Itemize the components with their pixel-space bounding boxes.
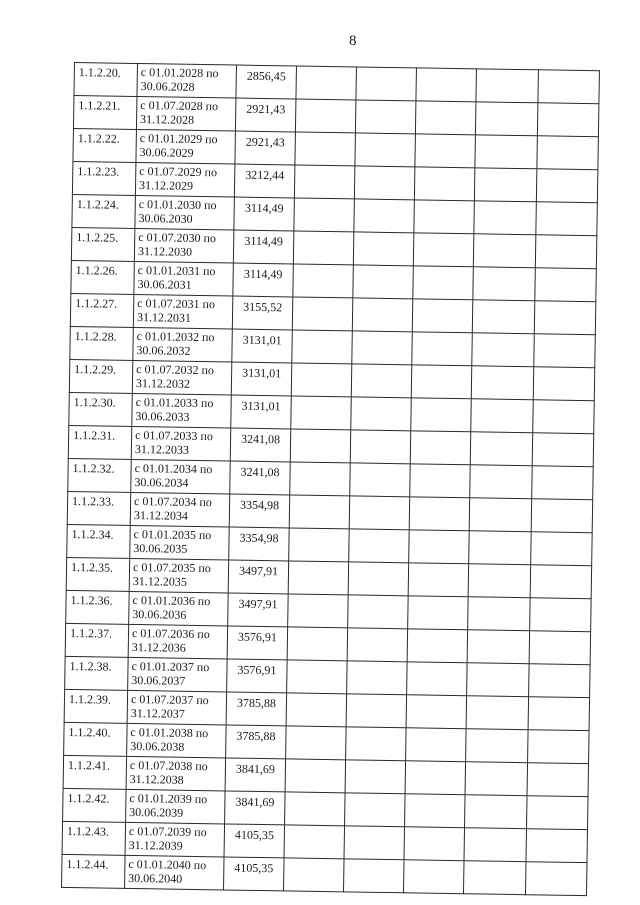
empty-cell <box>293 264 354 298</box>
empty-cell <box>412 299 473 333</box>
empty-cell <box>284 825 345 859</box>
empty-cell <box>529 664 591 698</box>
period-line-2: 31.12.2035 <box>132 573 187 589</box>
empty-cell <box>534 334 596 368</box>
empty-cell <box>407 662 468 696</box>
tariff-table-container <box>61 62 599 896</box>
empty-cell <box>534 301 596 335</box>
empty-cell <box>349 496 410 530</box>
tariff-value-cell: 3241,08 <box>230 428 291 462</box>
tariff-value-cell: 3576,91 <box>227 659 288 693</box>
empty-cell <box>355 100 416 134</box>
empty-cell <box>410 464 471 498</box>
tariff-value-cell: 2856,45 <box>236 65 297 99</box>
empty-cell <box>411 398 472 432</box>
empty-cell <box>473 234 536 268</box>
empty-cell <box>343 859 404 893</box>
empty-cell <box>470 432 533 466</box>
period-cell <box>137 63 237 98</box>
tariff-value-cell: 3241,08 <box>230 461 291 495</box>
empty-cell <box>529 631 591 665</box>
empty-cell <box>348 595 409 629</box>
empty-cell <box>404 827 465 861</box>
period-cell <box>127 723 227 758</box>
period-line-2: 31.12.2031 <box>136 310 192 325</box>
tariff-value-cell: 4105,35 <box>224 824 285 858</box>
empty-cell <box>296 66 357 100</box>
row-number-cell: 1.1.2.42. <box>63 788 127 822</box>
empty-cell <box>292 330 353 364</box>
period-cell <box>133 327 233 362</box>
table-row <box>62 854 587 895</box>
empty-cell <box>353 232 414 266</box>
period-line-1: с 01.07.2037 по <box>130 691 209 708</box>
period-line-1: с 01.07.2033 по <box>135 428 213 444</box>
table-body <box>62 63 600 896</box>
row-number-cell: 1.1.2.33. <box>67 491 131 525</box>
period-line-1: с 01.01.2038 по <box>130 724 209 741</box>
period-line-2: 30.06.2040 <box>128 870 183 886</box>
empty-cell <box>531 532 593 566</box>
period-cell <box>135 195 235 230</box>
period-line-2: 30.06.2030 <box>138 211 193 226</box>
period-line-1: с 01.07.2030 по <box>138 230 217 246</box>
row-number-cell: 1.1.2.30. <box>69 392 133 426</box>
empty-cell <box>346 694 407 728</box>
empty-cell <box>409 530 470 564</box>
empty-cell <box>465 795 528 829</box>
empty-cell <box>469 498 532 532</box>
period-line-1: с 01.01.2035 по <box>133 526 212 543</box>
empty-cell <box>347 628 408 662</box>
tariff-value-cell: 3131,01 <box>232 329 293 363</box>
tariff-value-cell: 3576,91 <box>227 626 288 660</box>
row-number-cell: 1.1.2.23. <box>72 161 136 195</box>
period-line-2: 30.06.2037 <box>131 672 186 688</box>
period-cell <box>134 261 234 296</box>
period-line-1: с 01.07.2032 по <box>136 362 215 378</box>
empty-cell <box>346 727 407 761</box>
period-line-1: с 01.01.2034 по <box>134 461 213 477</box>
empty-cell <box>290 429 351 463</box>
period-line-2: 31.12.2034 <box>133 507 188 523</box>
empty-cell <box>409 497 470 531</box>
period-cell <box>133 294 233 329</box>
period-line-1: с 01.07.2039 по <box>128 823 207 840</box>
empty-cell <box>468 597 531 631</box>
empty-cell <box>536 169 598 203</box>
empty-cell <box>475 135 538 169</box>
empty-cell <box>410 431 471 465</box>
tariff-value-cell: 3497,91 <box>228 560 289 594</box>
empty-cell <box>538 70 600 104</box>
empty-cell <box>471 366 534 400</box>
empty-cell <box>295 99 356 133</box>
tariff-value-cell: 3841,69 <box>225 791 286 825</box>
period-line-2: 30.06.2033 <box>135 409 190 424</box>
empty-cell <box>414 167 475 201</box>
empty-cell <box>352 298 413 332</box>
empty-cell <box>414 200 475 234</box>
empty-cell <box>406 695 467 729</box>
empty-cell <box>287 627 348 661</box>
tariff-value-cell: 2921,43 <box>235 98 296 132</box>
empty-cell <box>290 462 351 496</box>
row-number-cell: 1.1.2.31. <box>68 425 132 459</box>
period-line-2: 31.12.2033 <box>134 442 190 457</box>
tariff-value-cell: 3841,69 <box>225 758 286 792</box>
period-cell <box>130 525 230 560</box>
tariff-value-cell: 3785,88 <box>226 692 287 726</box>
empty-cell <box>344 826 405 860</box>
period-line-2: 30.06.2032 <box>136 343 191 358</box>
empty-cell <box>526 829 588 863</box>
row-number-cell: 1.1.2.27. <box>70 293 134 327</box>
empty-cell <box>467 630 530 664</box>
empty-cell <box>535 235 597 269</box>
empty-cell <box>413 233 474 267</box>
empty-cell <box>351 364 412 398</box>
period-cell <box>126 756 226 791</box>
tariff-value-cell: 3131,01 <box>231 395 292 429</box>
row-number-cell: 1.1.2.40. <box>64 722 128 756</box>
empty-cell <box>474 201 537 235</box>
empty-cell <box>465 762 528 796</box>
period-line-2: 31.12.2029 <box>138 178 194 193</box>
empty-cell <box>355 133 416 167</box>
empty-cell <box>294 198 355 232</box>
empty-cell <box>292 297 353 331</box>
period-line-2: 31.12.2032 <box>135 376 191 391</box>
period-line-2: 30.06.2039 <box>129 804 184 820</box>
period-line-1: с 01.07.2028 по <box>140 98 219 114</box>
period-cell <box>127 690 227 725</box>
period-line-2: 30.06.2029 <box>139 145 194 160</box>
empty-cell <box>530 598 592 632</box>
empty-cell <box>472 300 535 334</box>
period-line-1: с 01.01.2032 по <box>136 329 215 345</box>
empty-cell <box>466 729 529 763</box>
empty-cell <box>533 367 595 401</box>
empty-cell <box>291 396 352 430</box>
empty-cell <box>347 661 408 695</box>
period-cell <box>125 822 225 857</box>
empty-cell <box>528 730 590 764</box>
empty-cell <box>474 168 537 202</box>
tariff-value-cell: 3354,98 <box>229 527 290 561</box>
tariff-value-cell: 2921,43 <box>235 131 296 165</box>
page-number: 8 <box>349 33 357 49</box>
empty-cell <box>350 430 411 464</box>
period-line-2: 30.06.2038 <box>130 738 185 754</box>
empty-cell <box>471 399 534 433</box>
empty-cell <box>525 862 587 896</box>
period-line-2: 30.06.2036 <box>132 606 187 622</box>
empty-cell <box>470 465 533 499</box>
empty-cell <box>294 165 355 199</box>
empty-cell <box>285 792 346 826</box>
row-number-cell: 1.1.2.37. <box>65 623 129 657</box>
empty-cell <box>531 499 593 533</box>
empty-cell <box>408 563 469 597</box>
empty-cell <box>289 528 350 562</box>
tariff-value-cell: 3497,91 <box>228 593 289 627</box>
period-line-1: с 01.01.2029 по <box>139 131 218 147</box>
tariff-value-cell: 3114,49 <box>233 263 294 297</box>
period-line-2: 31.12.2030 <box>137 244 193 259</box>
period-cell <box>132 360 232 395</box>
period-line-1: с 01.07.2031 по <box>137 296 216 312</box>
tariff-value-cell: 3354,98 <box>229 494 290 528</box>
period-cell <box>125 855 225 890</box>
row-number-cell: 1.1.2.29. <box>69 359 133 393</box>
row-number-cell: 1.1.2.41. <box>63 755 127 789</box>
period-line-1: с 01.01.2036 по <box>132 592 211 609</box>
empty-cell <box>415 134 476 168</box>
empty-cell <box>472 333 535 367</box>
empty-cell <box>345 760 406 794</box>
row-number-cell: 1.1.2.34. <box>67 524 131 558</box>
period-line-1: с 01.01.2033 по <box>135 395 214 411</box>
empty-cell <box>463 861 526 895</box>
empty-cell <box>416 68 477 102</box>
period-cell <box>136 129 236 164</box>
period-line-2: 31.12.2036 <box>131 639 186 655</box>
empty-cell <box>469 531 532 565</box>
empty-cell <box>466 696 529 730</box>
empty-cell <box>288 594 349 628</box>
empty-cell <box>405 761 466 795</box>
empty-cell <box>532 466 594 500</box>
row-number-cell: 1.1.2.36. <box>66 590 130 624</box>
period-cell <box>131 426 231 461</box>
period-cell <box>136 96 236 131</box>
empty-cell <box>468 564 531 598</box>
tariff-value-cell: 3114,49 <box>233 230 294 264</box>
period-line-1: с 01.01.2039 по <box>129 790 208 807</box>
row-number-cell: 1.1.2.35. <box>66 557 130 591</box>
empty-cell <box>291 363 352 397</box>
row-number-cell: 1.1.2.44. <box>62 854 126 888</box>
empty-cell <box>475 102 538 136</box>
period-line-2: 31.12.2028 <box>140 112 195 127</box>
empty-cell <box>348 562 409 596</box>
period-line-1: с 01.01.2037 по <box>131 658 210 675</box>
row-number-cell: 1.1.2.22. <box>73 128 137 162</box>
empty-cell <box>415 101 476 135</box>
empty-cell <box>464 828 527 862</box>
empty-cell <box>351 397 412 431</box>
tariff-table <box>61 62 600 896</box>
period-line-1: с 01.01.2040 по <box>128 856 207 873</box>
empty-cell <box>527 763 589 797</box>
empty-cell <box>527 796 589 830</box>
period-line-1: с 01.01.2030 по <box>138 197 217 213</box>
period-line-2: 31.12.2038 <box>129 771 184 787</box>
empty-cell <box>411 365 472 399</box>
empty-cell <box>289 495 350 529</box>
empty-cell <box>537 136 599 170</box>
row-number-cell: 1.1.2.32. <box>68 458 132 492</box>
empty-cell <box>287 660 348 694</box>
period-cell <box>128 624 228 659</box>
empty-cell <box>476 69 539 103</box>
empty-cell <box>345 793 406 827</box>
period-line-1: с 01.01.2028 по <box>140 65 219 81</box>
empty-cell <box>295 132 356 166</box>
tariff-value-cell: 3131,01 <box>231 362 292 396</box>
empty-cell <box>533 400 595 434</box>
row-number-cell: 1.1.2.39. <box>64 689 128 723</box>
period-line-1: с 01.07.2034 по <box>134 493 212 510</box>
empty-cell <box>353 265 414 299</box>
period-line-2: 30.06.2031 <box>137 277 192 292</box>
empty-cell <box>403 860 464 894</box>
period-cell <box>129 591 229 626</box>
empty-cell <box>293 231 354 265</box>
row-number-cell: 1.1.2.43. <box>62 821 126 855</box>
empty-cell <box>286 693 347 727</box>
period-cell <box>129 558 229 593</box>
row-number-cell: 1.1.2.28. <box>70 326 134 360</box>
empty-cell <box>288 561 349 595</box>
empty-cell <box>285 759 346 793</box>
empty-cell <box>530 565 592 599</box>
empty-cell <box>473 267 536 301</box>
period-line-1: с 01.07.2038 по <box>129 757 208 774</box>
row-number-cell: 1.1.2.21. <box>73 96 137 130</box>
empty-cell <box>354 166 415 200</box>
empty-cell <box>412 332 473 366</box>
empty-cell <box>537 103 599 137</box>
period-line-1: с 01.07.2035 по <box>132 559 211 576</box>
period-line-1: с 01.07.2029 по <box>139 164 218 180</box>
period-cell <box>126 789 226 824</box>
empty-cell <box>286 726 347 760</box>
empty-cell <box>406 728 467 762</box>
period-cell <box>130 492 230 527</box>
empty-cell <box>405 794 466 828</box>
empty-cell <box>528 697 590 731</box>
row-number-cell: 1.1.2.26. <box>71 260 135 294</box>
period-line-2: 30.06.2028 <box>140 79 195 94</box>
empty-cell <box>407 629 468 663</box>
row-number-cell: 1.1.2.24. <box>72 194 136 228</box>
period-cell <box>132 393 232 428</box>
empty-cell <box>284 858 345 892</box>
period-line-2: 30.06.2035 <box>133 540 188 556</box>
tariff-value-cell: 3785,88 <box>226 725 287 759</box>
tariff-value-cell: 3212,44 <box>234 164 295 198</box>
period-line-2: 31.12.2039 <box>128 837 183 853</box>
period-cell <box>128 657 228 692</box>
empty-cell <box>532 433 594 467</box>
tariff-value-cell: 3155,52 <box>232 296 293 330</box>
row-number-cell: 1.1.2.38. <box>65 656 129 690</box>
period-line-2: 31.12.2037 <box>130 705 185 721</box>
empty-cell <box>349 529 410 563</box>
tariff-value-cell: 3114,49 <box>234 197 295 231</box>
empty-cell <box>413 266 474 300</box>
empty-cell <box>535 268 597 302</box>
empty-cell <box>408 596 469 630</box>
period-cell <box>135 162 235 197</box>
empty-cell <box>352 331 413 365</box>
period-line-2: 30.06.2034 <box>134 475 189 490</box>
empty-cell <box>467 663 530 697</box>
row-number-cell: 1.1.2.20. <box>74 63 138 97</box>
empty-cell <box>356 67 417 101</box>
empty-cell <box>350 463 411 497</box>
tariff-value-cell: 4105,35 <box>224 857 285 891</box>
row-number-cell: 1.1.2.25. <box>71 227 135 261</box>
period-line-1: с 01.07.2036 по <box>131 625 210 642</box>
period-cell <box>134 228 234 263</box>
empty-cell <box>536 202 598 236</box>
period-cell <box>131 459 231 494</box>
empty-cell <box>354 199 415 233</box>
period-line-1: с 01.01.2031 по <box>137 263 216 279</box>
